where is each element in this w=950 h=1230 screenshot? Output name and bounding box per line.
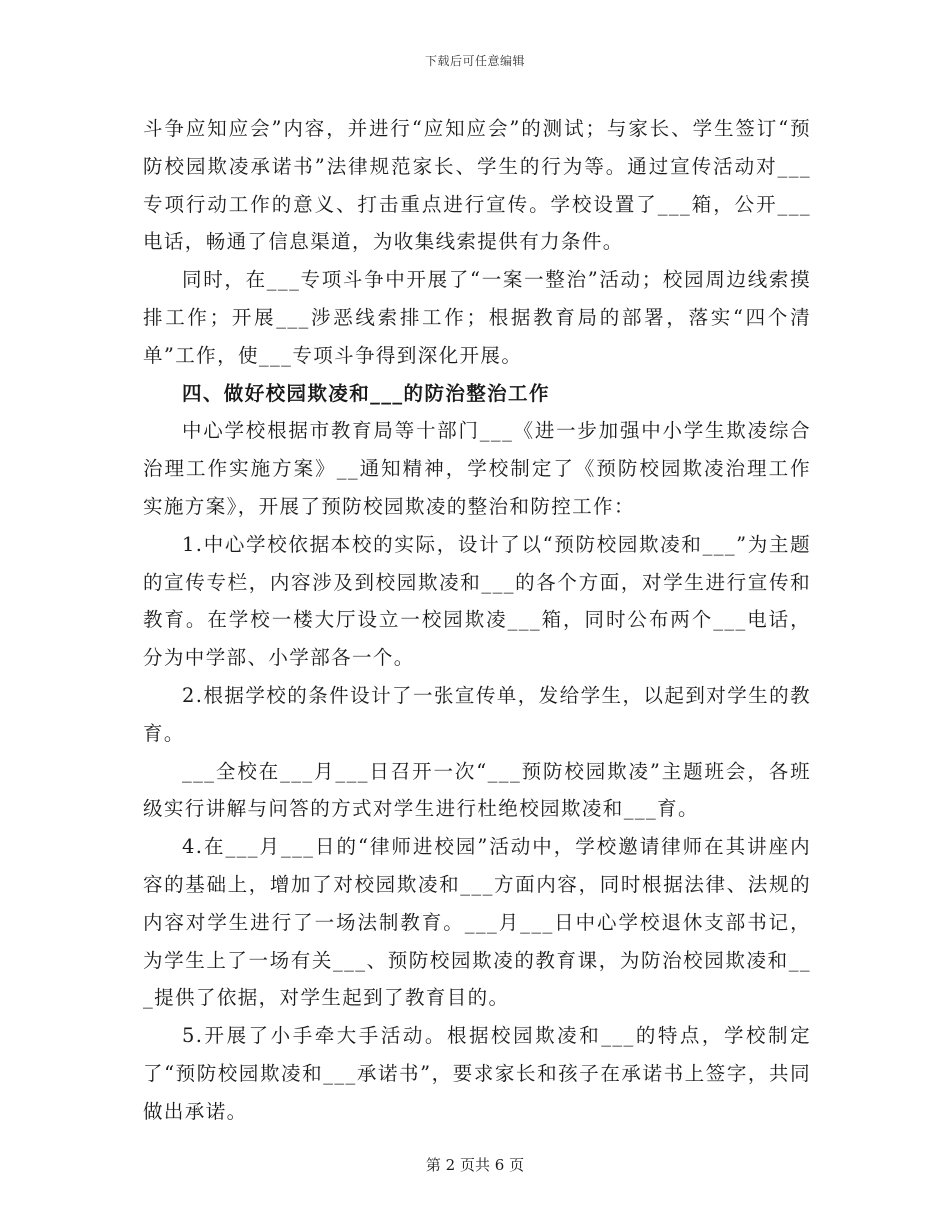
paragraph-item-2: 2.根据学校的条件设计了一张宣传单，发给学生，以起到对学生的教育。: [143, 683, 811, 745]
paragraph-continuation: 斗争应知应会”内容，并进行“应知应会”的测试；与家长、学生签订“预防校园欺凌承诺书”法律规范家长、学生的行为等。通过宣传活动对___专项行动工作的意义、打击重点进行宣传。学校设置了___箱，公开___电话，畅通了信息渠道，为收集线索提供有力条件。: [143, 117, 811, 254]
page-header: 下载后可任意编辑: [424, 54, 525, 68]
paragraph-special-struggle: 同时，在___专项斗争中开展了“一案一整治”活动；校园周边线索摸排工作；开展___涉恶线索排工作；根据教育局的部署，落实“四个清单”工作，使___专项斗争得到深化开展。: [143, 268, 811, 367]
paragraph-intro: 中心学校根据市教育局等十部门___《进一步加强中小学生欺凌综合治理工作实施方案》__通知精神，学校制定了《预防校园欺凌治理工作实施方案》，开展了预防校园欺凌的整治和防控工作：: [143, 419, 811, 518]
paragraph-item-5: 5.开展了小手牵大手活动。根据校园欺凌和___的特点，学校制定了“预防校园欺凌和___承诺书”，要求家长和孩子在承诺书上签字，共同做出承诺。: [143, 1024, 811, 1123]
paragraph-item-1: 1.中心学校依据本校的实际，设计了以“预防校园欺凌和___”为主题的宣传专栏，内容涉及到校园欺凌和___的各个方面，对学生进行宣传和教育。在学校一楼大厅设立一校园欺凌___箱，同时公布两个___电话，分为中学部、小学部各一个。: [143, 532, 811, 670]
section-heading-4: 四、做好校园欺凌和___的防治整治工作: [182, 381, 550, 405]
paragraph-item-3: ___全校在___月___日召开一次“___预防校园欺凌”主题班会，各班级实行讲解与问答的方式对学生进行杜绝校园欺凌和___育。: [143, 759, 811, 821]
paragraph-item-4: 4.在___月___日的“律师进校园”活动中，学校邀请律师在其讲座内容的基础上，增加了对校园欺凌和___方面内容，同时根据法律、法规的内容对学生进行了一场法制教育。___月___日中心学校退休支部书记，为学生上了一场有关___、预防校园欺凌的教育课，为防治校园欺凌和___提供了依据，对学生起到了教育目的。: [143, 835, 811, 1010]
document-body: [143, 110, 811, 1131]
page-number: 第 2 页共 6 页: [425, 1156, 525, 1174]
